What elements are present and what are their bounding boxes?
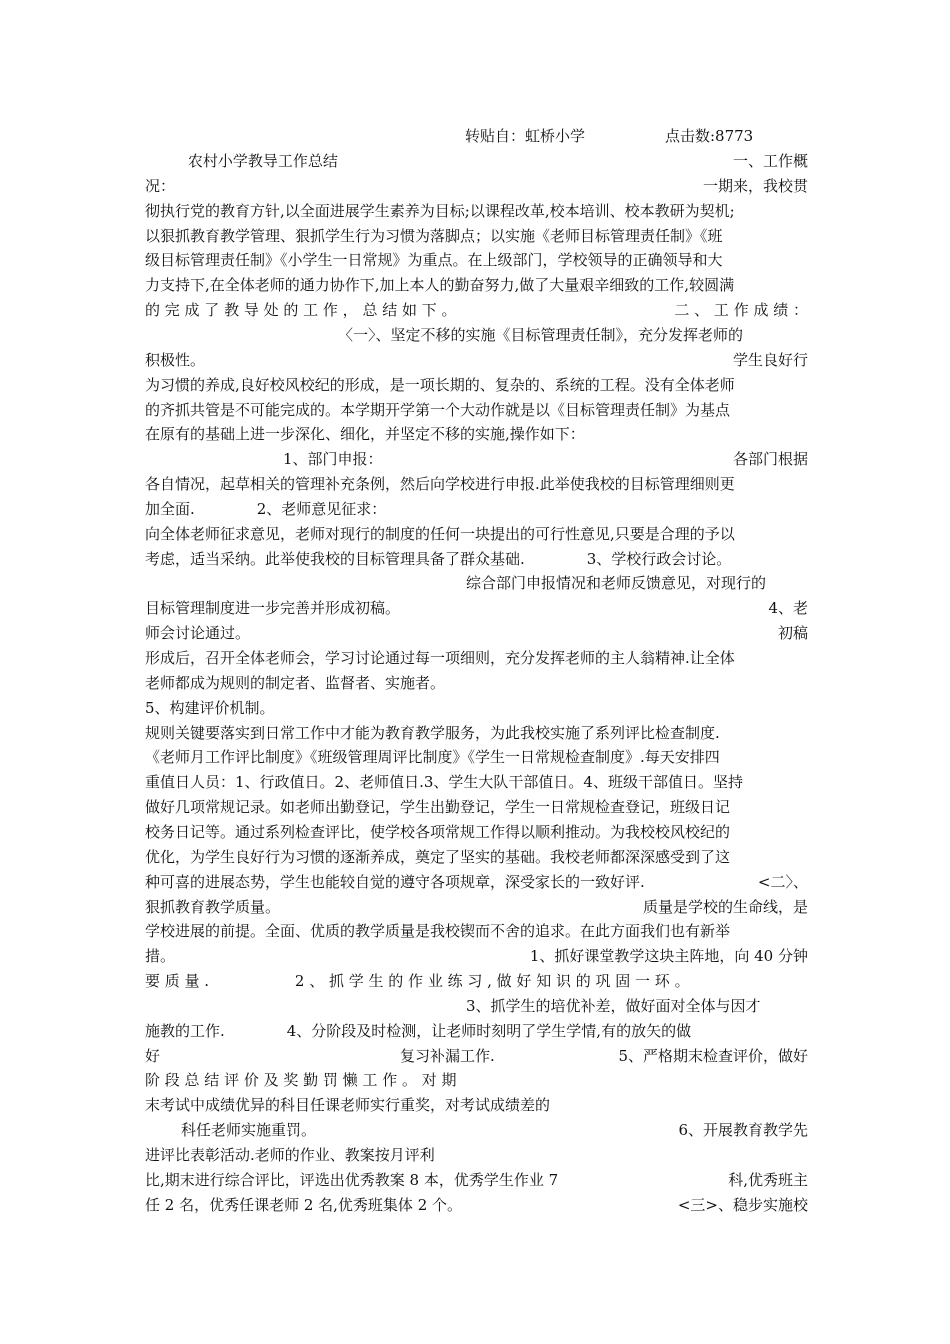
line-text-left: 种可喜的进展态势，学生也能较自觉的遵守各项规章，深受家长的一致好评.	[145, 872, 645, 891]
line-text-right: 一、工作概	[732, 152, 808, 170]
text-line	[145, 1044, 808, 1068]
line-text-left: 在原有的基础上进一步深化、细化，并坚定不移的实施,操作如下：	[145, 425, 585, 444]
text-line	[145, 944, 808, 968]
line-text-left: 末考试中成绩优异的科目任课老师实行重奖，对考试成绩差的	[145, 1096, 551, 1115]
line-text-left: 《老师月工作评比制度》《班级管理周评比制度》《学生一日常规检查制度》.每天安排四	[145, 748, 720, 767]
line-text-right: 6、开展教育教学先	[678, 1121, 808, 1140]
line-text-left: 狠抓教育教学质量。	[145, 897, 281, 916]
text-line	[145, 1068, 808, 1092]
text-line	[145, 969, 808, 993]
text-line	[145, 1093, 808, 1117]
line-text-left: 积极性。	[145, 350, 206, 369]
text-line	[145, 646, 808, 670]
text-line	[145, 795, 808, 819]
line-text-right: 学生良好行	[732, 350, 808, 369]
text-line	[145, 522, 808, 546]
line-text-left: 重值日人员：1、行政值日。2、老师值日.3、学生大队干部值日。4、班级干部值日。坚持	[145, 773, 743, 792]
line-text-left: 向全体老师征求意见，老师对现行的制度的任何一块提出的可行性意见,只要是合理的予以	[145, 524, 735, 543]
text-line	[145, 845, 808, 869]
text-line	[145, 398, 808, 422]
line-text-left: 以狠抓教育教学管理、狠抓学生行为习惯为落脚点；以实施《老师目标管理责任制》《班	[145, 226, 723, 245]
line-text-left: 优化，为学生良好行为习惯的逐渐养成，奠定了坚实的基础。我校老师都深深感受到了这	[145, 847, 731, 866]
text-line	[145, 870, 808, 894]
text-line	[145, 1118, 808, 1142]
text-line	[145, 1168, 808, 1192]
line-text-left: 阶 段 总 结 评 价 及 奖 勤 罚 懒 工 作 。 对 期	[145, 1071, 457, 1090]
header-line	[145, 124, 808, 148]
line-text-left: 力支持下,在全体老师的通力协作下,加上本人的勤奋努力,做了大量艰辛细致的工作,较圆满	[145, 276, 735, 295]
click-count: 点击数:8773	[665, 127, 754, 145]
line-text-left: 彻执行党的教育方针,以全面进展学生素养为目标;以课程改革,校本培训、校本教研为契机;	[145, 201, 735, 220]
line-text-left: 农村小学教导工作总结	[145, 152, 338, 170]
text-line	[145, 994, 808, 1018]
text-line	[145, 745, 808, 769]
text-line	[145, 571, 808, 595]
text-line	[145, 895, 808, 919]
text-line	[145, 497, 808, 521]
text-line	[145, 447, 808, 471]
text-line	[145, 199, 808, 223]
line-text-right: 质量是学校的生命线，是	[642, 897, 808, 916]
text-line	[145, 373, 808, 397]
text-line	[145, 721, 808, 745]
line-text-left: 任 2 名，优秀任课老师 2 名,优秀班集体 2 个。	[145, 1195, 463, 1214]
text-line	[145, 422, 808, 446]
text-line	[145, 820, 808, 844]
text-line	[145, 323, 808, 347]
line-text-left: 规则关键要落实到日常工作中才能为教育教学服务，为此我校实施了系列评比检查制度.	[145, 723, 720, 742]
text-line	[145, 770, 808, 794]
line-text-middle: 复习补漏工作.	[400, 1046, 495, 1065]
line-text-right: <二〉、	[757, 872, 808, 891]
line-text-right: 1、抓好课堂教学这块主阵地，向 40 分钟	[529, 947, 808, 966]
line-text-middle: 3、抓学生的培优补差，做好面对全体与因才	[466, 996, 761, 1015]
text-line	[145, 174, 808, 198]
source-label: 转贴自：虹桥小学	[465, 127, 586, 145]
text-line	[145, 596, 808, 620]
text-line	[145, 621, 808, 645]
line-text-middle: 1、部门申报：	[283, 450, 383, 469]
text-line	[145, 149, 808, 173]
line-text-left: 措。	[145, 947, 176, 966]
text-line	[145, 248, 808, 272]
text-line	[145, 224, 808, 248]
line-text-right: 5、严格期末检查评价，做好	[618, 1046, 808, 1065]
text-line	[145, 1193, 808, 1217]
line-text-right: 初稿	[777, 624, 808, 643]
line-text-left: 各自情况，起草相关的管理补充条例，然后向学校进行申报.此举使我校的目标管理细则更	[145, 475, 735, 494]
line-text-left: 学校进展的前提。全面、优质的教学质量是我校锲而不舍的追求。在此方面我们也有新举	[145, 922, 731, 941]
line-text-middle: 综合部门申报情况和老师反馈意见，对现行的	[466, 574, 767, 593]
line-text-left: 加全面. 2、老师意见征求：	[145, 499, 387, 518]
line-text-left: 进评比表彰活动.老师的作业、教案按月评利	[145, 1146, 435, 1164]
line-text-left: 做好几项常规记录。如老师出勤登记，学生出勤登记，学生一日常规检查登记，班级日记	[145, 798, 731, 817]
text-line	[145, 472, 808, 496]
text-line	[145, 671, 808, 695]
line-text-left: 考虑，适当采纳。此举使我校的目标管理具备了群众基础. 3、学校行政会讨论。	[145, 549, 732, 568]
line-text-left: 5、构建评价机制。	[145, 698, 275, 717]
line-text-left: 级目标管理责任制》《小学生一日常规》为重点。在上级部门，学校领导的正确领导和大	[145, 251, 723, 270]
line-text-left: 的齐抓共管是不可能完成的。本学期开学第一个大动作就是以《目标管理责任制》为基点	[145, 400, 731, 419]
line-text-right: <三>、稳步实施校	[677, 1195, 808, 1214]
text-line	[145, 1019, 808, 1043]
line-text-middle: 〈一〉、坚定不移的实施《目标管理责任制》，充分发挥老师的	[338, 325, 744, 344]
line-text-left: 师会讨论通过。	[145, 624, 251, 643]
text-line	[145, 273, 808, 297]
line-text-left: 校务日记等。通过系列检查评比，使学校各项常规工作得以顺利推动。为我校校风校纪的	[145, 822, 731, 841]
line-text-left: 好	[145, 1046, 161, 1065]
line-text-right: 二 、 工 作 成 绩 ：	[674, 301, 808, 320]
text-line	[145, 919, 808, 943]
text-line	[145, 547, 808, 571]
text-line	[145, 1143, 808, 1167]
text-line	[145, 348, 808, 372]
line-text-right: 各部门根据	[732, 450, 808, 469]
line-text-left: 要 质 量 . 2 、 抓 学 生 的 作 业 练 习 , 做 好 知 识 的 巩 固 一 环 。	[145, 972, 690, 991]
line-text-right: 一期来，我校贯	[702, 176, 808, 195]
line-text-left: 比,期末进行综合评比，评选出优秀教案 8 本，优秀学生作业 7	[145, 1170, 559, 1189]
line-text-middle: 科任老师实施重罚。	[181, 1121, 317, 1140]
line-text-right: 4、老	[768, 599, 808, 618]
line-text-left: 况：	[145, 176, 176, 195]
text-line	[145, 696, 808, 720]
line-text-left: 老师都成为规则的制定者、监督者、实施者。	[145, 673, 446, 692]
line-text-left: 施教的工作. 4、分阶段及时检测，让老师时刻明了学生学情,有的放矢的做	[145, 1021, 692, 1040]
line-text-left: 形成后，召开全体老师会，学习讨论通过每一项细则，充分发挥老师的主人翁精神.让全体	[145, 649, 735, 667]
line-text-right: 科,优秀班主	[728, 1170, 808, 1189]
text-line	[145, 298, 808, 322]
line-text-left: 的 完 成 了 教 导 处 的 工 作 ， 总 结 如 下 。	[145, 301, 457, 320]
line-text-left: 目标管理制度进一步完善并形成初稿。	[145, 599, 401, 618]
line-text-left: 为习惯的养成,良好校风校纪的形成，是一项长期的、复杂的、系统的工程。没有全体老师	[145, 375, 735, 394]
